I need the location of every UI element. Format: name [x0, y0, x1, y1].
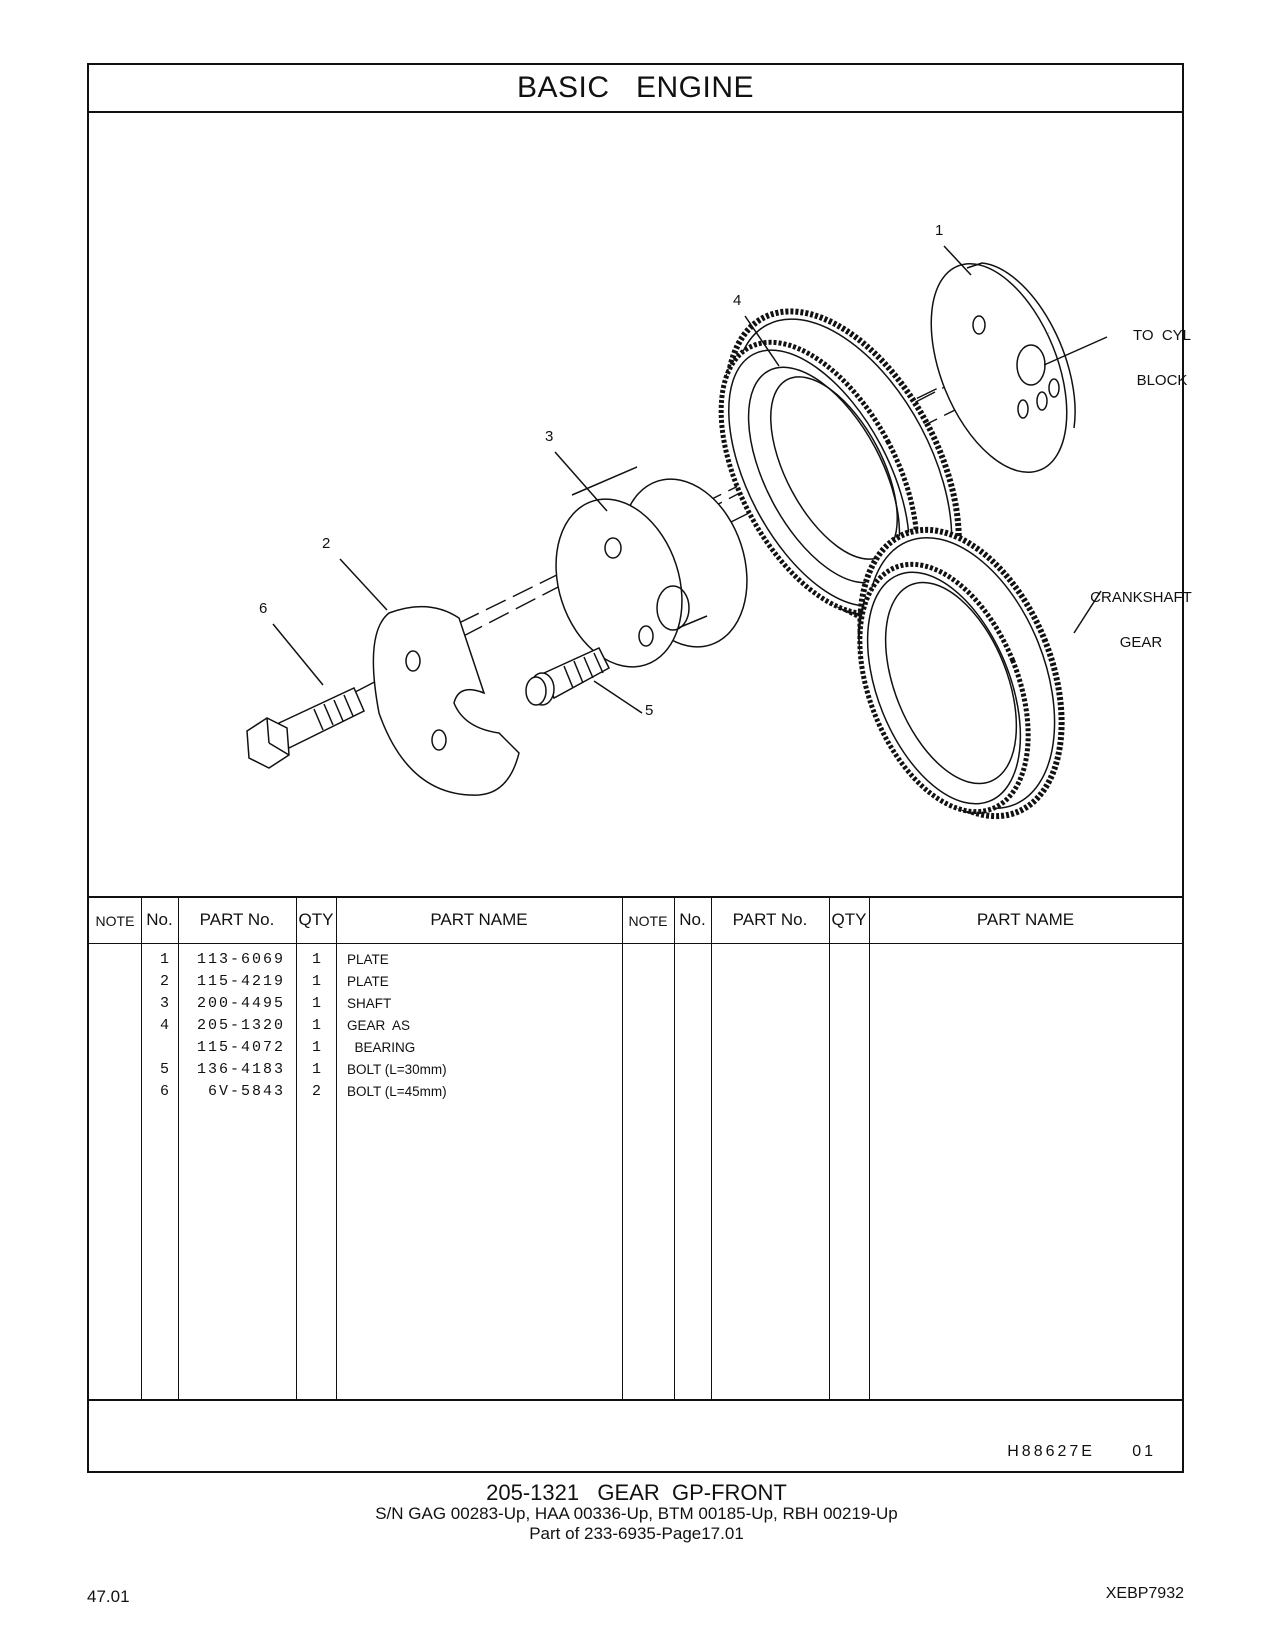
callout-1: 1 — [935, 222, 944, 239]
row-part-name: BOLT (L=45mm) — [347, 1084, 447, 1099]
illustration-code-box — [89, 1399, 1182, 1471]
parts-page-frame — [87, 63, 1192, 1473]
callout-3: 3 — [545, 428, 554, 445]
row-part-no: 113-6069 — [196, 951, 285, 968]
header-qty: QTY — [298, 910, 334, 929]
row-qty: 1 — [311, 995, 321, 1012]
row-qty: 1 — [311, 951, 321, 968]
row-no: 6 — [159, 1083, 169, 1100]
row-no: 2 — [159, 973, 169, 990]
header-part-no: PART No. — [199, 910, 275, 929]
row-qty: 1 — [311, 1017, 321, 1034]
page-number: 47.01 — [87, 1587, 130, 1606]
header-qty-2: QTY — [831, 910, 867, 929]
parts-illustration — [89, 113, 1182, 898]
row-part-no: 115-4219 — [196, 973, 285, 990]
row-part-name: SHAFT — [347, 996, 392, 1011]
row-part-name: BEARING — [347, 1040, 416, 1055]
callout-6: 6 — [259, 600, 268, 617]
crankshaft-gear-label — [1081, 560, 1201, 680]
row-part-no: 200-4495 — [196, 995, 285, 1012]
plate-part-2 — [373, 607, 519, 796]
row-qty: 1 — [311, 973, 321, 990]
document-code: XEBP7932 — [1105, 1585, 1184, 1602]
exploded-parts-drawing — [89, 113, 1192, 903]
callout-4: 4 — [733, 292, 742, 309]
header-no-2: No. — [679, 910, 706, 929]
header-part-name-2: PART NAME — [976, 910, 1075, 929]
to-cyl-block-line1: TO CYL — [1132, 327, 1192, 344]
row-qty: 1 — [311, 1039, 321, 1056]
serial-numbers: S/N GAG 00283-Up, HAA 00336-Up, BTM 00185-Up, RBH 00219-Up — [375, 1504, 898, 1523]
shaft-part-3 — [535, 463, 767, 684]
row-part-name: PLATE — [347, 974, 389, 989]
header-note: NOTE — [95, 913, 135, 929]
header-part-no-2: PART No. — [732, 910, 808, 929]
row-no: 1 — [159, 951, 169, 968]
illustration-code: H88627E 01 — [1007, 1443, 1156, 1460]
group-title: 205-1321 GEAR GP-FRONT — [486, 1480, 787, 1505]
callout-5: 5 — [645, 702, 654, 719]
row-no: 3 — [159, 995, 169, 1012]
bolt-part-5 — [526, 648, 609, 705]
row-qty: 1 — [311, 1061, 321, 1078]
section-title: BASIC ENGINE — [89, 65, 1182, 113]
row-no: 5 — [159, 1061, 169, 1078]
crankshaft-line1: CRANKSHAFT — [1090, 589, 1192, 606]
parts-table — [89, 896, 1182, 1399]
row-part-no: 6V-5843 — [207, 1083, 285, 1100]
callout-2: 2 — [322, 535, 331, 552]
part-of-reference: Part of 233-6935-Page17.01 — [529, 1524, 744, 1543]
row-part-name: GEAR AS — [347, 1018, 411, 1033]
bolt-part-6 — [247, 688, 364, 768]
to-cyl-block-line2: BLOCK — [1136, 372, 1188, 389]
header-no: No. — [146, 910, 173, 929]
header-part-name: PART NAME — [430, 910, 528, 929]
row-part-name: BOLT (L=30mm) — [347, 1062, 447, 1077]
to-cyl-block-label — [1122, 298, 1202, 418]
row-part-no: 115-4072 — [196, 1039, 285, 1056]
row-part-name: PLATE — [347, 952, 389, 967]
row-no: 4 — [159, 1017, 169, 1034]
header-note-2: NOTE — [628, 913, 668, 929]
row-qty: 2 — [311, 1083, 321, 1100]
row-part-no: 205-1320 — [196, 1017, 285, 1034]
row-part-no: 136-4183 — [196, 1061, 285, 1078]
crankshaft-line2: GEAR — [1119, 634, 1163, 651]
